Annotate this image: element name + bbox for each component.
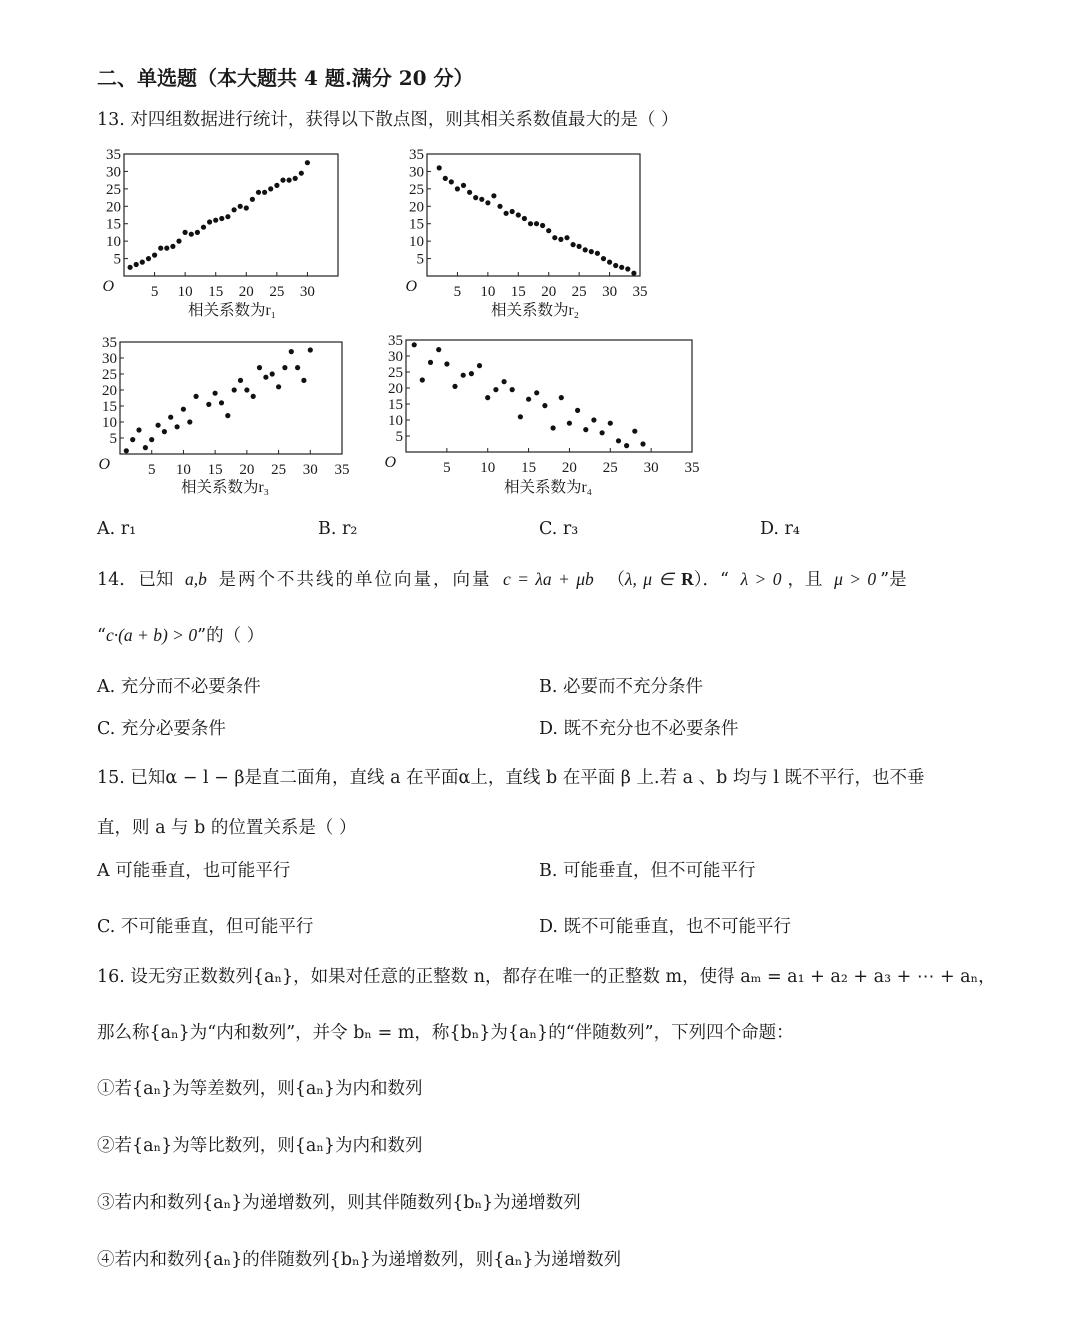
- origin-label: O: [98, 456, 110, 473]
- data-point: [149, 437, 154, 442]
- data-point: [601, 256, 606, 261]
- scatter-plot-r1: [102, 147, 338, 319]
- y-tick-label: 5: [109, 431, 117, 447]
- data-point: [225, 214, 230, 219]
- q14-lambda-mu: λ, μ ∈: [624, 569, 674, 589]
- data-point: [502, 379, 507, 384]
- data-point: [244, 205, 249, 210]
- y-tick-label: 15: [106, 216, 121, 233]
- data-point: [168, 415, 173, 420]
- q15-line2: 直，则 a 与 b 的位置关系是（ ）: [97, 818, 357, 838]
- data-point: [219, 216, 224, 221]
- data-point: [428, 360, 433, 365]
- data-point: [607, 260, 612, 265]
- q14-and: ，且: [787, 570, 823, 590]
- plot-caption: 相关系数为r₄: [503, 479, 593, 496]
- q16-line1: 16. 设无穷正数数列{aₙ}，如果对任意的正整数 n，都存在唯一的正整数 m，使得 aₘ = a₁ + a₂ + a₃ + ⋯ + aₙ，: [97, 967, 996, 987]
- data-point: [510, 209, 515, 214]
- data-point: [595, 251, 600, 256]
- q13-option-d: D. r₄: [760, 519, 800, 539]
- data-point: [189, 232, 194, 237]
- x-tick-label: 30: [302, 462, 318, 478]
- q16-statement-4: ④若内和数列{aₙ}的伴随数列{bₙ}为递增数列，则{aₙ}为递增数列: [97, 1250, 622, 1270]
- data-point: [262, 190, 267, 195]
- data-point: [225, 413, 230, 418]
- data-point: [455, 186, 460, 191]
- q14-quote-open: “: [97, 626, 106, 646]
- x-tick-label: 20: [561, 460, 577, 476]
- y-tick-label: 15: [388, 397, 403, 413]
- data-point: [176, 239, 181, 244]
- y-tick-label: 10: [106, 234, 121, 251]
- scatter-plot-r3: [98, 335, 349, 496]
- q14-condition-tail: ”的（ ）: [197, 626, 265, 646]
- data-point: [194, 394, 199, 399]
- data-point: [301, 378, 306, 383]
- section-title: 二、单选题（本大题共 4 题.满分 20 分）: [97, 66, 474, 90]
- data-point: [183, 230, 188, 235]
- y-tick-label: 20: [388, 381, 403, 397]
- y-tick-label: 10: [102, 415, 117, 431]
- data-point: [546, 228, 551, 233]
- data-point: [632, 429, 637, 434]
- data-point: [206, 402, 211, 407]
- q15-option-d: D. 既不可能垂直，也不可能平行: [539, 917, 792, 937]
- data-point: [232, 387, 237, 392]
- data-point: [282, 365, 287, 370]
- y-tick-label: 30: [102, 351, 117, 367]
- data-point: [616, 438, 621, 443]
- data-point: [134, 262, 139, 267]
- x-tick-label: 5: [453, 284, 462, 300]
- data-point: [526, 397, 531, 402]
- data-point: [624, 443, 629, 448]
- data-point: [130, 437, 135, 442]
- data-point: [469, 371, 474, 376]
- x-tick-label: 35: [632, 284, 648, 300]
- data-point: [195, 230, 200, 235]
- y-tick-label: 5: [416, 251, 424, 268]
- q14-text-unit-vectors: 是两个不共线的单位向量，向量: [218, 570, 492, 590]
- data-point: [479, 197, 484, 202]
- x-tick-label: 25: [269, 284, 285, 300]
- data-point: [124, 448, 129, 453]
- data-point: [238, 204, 243, 209]
- origin-label: O: [405, 278, 417, 295]
- y-tick-label: 35: [102, 335, 117, 351]
- data-point: [170, 244, 175, 249]
- x-tick-label: 20: [239, 462, 255, 478]
- data-point: [152, 253, 157, 258]
- x-tick-label: 25: [271, 462, 287, 478]
- y-tick-label: 30: [106, 164, 121, 181]
- data-point: [213, 391, 218, 396]
- data-point: [631, 271, 636, 276]
- data-point: [608, 421, 613, 426]
- data-point: [308, 347, 313, 352]
- data-point: [128, 265, 133, 270]
- x-tick-label: 10: [177, 284, 193, 300]
- data-point: [207, 219, 212, 224]
- q13-option-c: C. r₃: [539, 519, 579, 539]
- x-tick-label: 5: [150, 284, 159, 300]
- scatter-plot-r4: [384, 333, 699, 496]
- data-point: [219, 400, 224, 405]
- data-point: [571, 242, 576, 247]
- x-tick-label: 15: [510, 284, 526, 300]
- x-tick-label: 10: [480, 460, 496, 476]
- data-point: [510, 387, 515, 392]
- data-point: [238, 378, 243, 383]
- data-point: [250, 197, 255, 202]
- x-tick-label: 15: [208, 284, 224, 300]
- y-tick-label: 5: [395, 429, 403, 445]
- data-point: [516, 212, 521, 217]
- y-tick-label: 10: [409, 234, 424, 251]
- data-point: [518, 414, 523, 419]
- data-point: [181, 407, 186, 412]
- data-point: [613, 263, 618, 268]
- data-point: [268, 186, 273, 191]
- data-point: [437, 165, 442, 170]
- q13-option-a: A. r₁: [97, 519, 137, 539]
- data-point: [276, 384, 281, 389]
- q13-option-b: B. r₂: [318, 519, 358, 539]
- data-point: [625, 266, 630, 271]
- data-point: [551, 425, 556, 430]
- y-tick-label: 30: [388, 349, 403, 365]
- data-point: [564, 235, 569, 240]
- data-point: [591, 417, 596, 422]
- x-tick-label: 30: [602, 284, 618, 300]
- q14-mu-positive: μ > 0: [834, 569, 877, 589]
- data-point: [280, 178, 285, 183]
- y-tick-label: 15: [102, 399, 117, 415]
- data-point: [522, 216, 527, 221]
- x-tick-label: 5: [443, 460, 451, 476]
- data-point: [461, 373, 466, 378]
- x-tick-label: 30: [643, 460, 659, 476]
- q16-line2: 那么称{aₙ}为“内和数列”，并令 bₙ = m，称{bₙ}为{aₙ}的“伴随数列”，下列四个命题：: [97, 1023, 794, 1043]
- data-point: [540, 223, 545, 228]
- x-tick-label: 15: [207, 462, 223, 478]
- y-tick-label: 20: [102, 383, 117, 399]
- plot-caption: 相关系数为r₁: [187, 302, 277, 319]
- q15-option-b: B. 可能垂直，但不可能平行: [539, 861, 756, 881]
- data-point: [583, 247, 588, 252]
- data-point: [136, 427, 141, 432]
- data-point: [443, 176, 448, 181]
- data-point: [187, 419, 192, 424]
- y-tick-label: 35: [409, 147, 424, 163]
- q13-scatter-plots: [0, 0, 1080, 520]
- data-point: [449, 179, 454, 184]
- data-point: [158, 246, 163, 251]
- q14-option-a: A. 充分而不必要条件: [97, 677, 261, 697]
- data-point: [589, 249, 594, 254]
- data-point: [263, 375, 268, 380]
- q16-statement-2: ②若{aₙ}为等比数列，则{aₙ}为内和数列: [97, 1136, 423, 1156]
- data-point: [528, 221, 533, 226]
- x-tick-label: 10: [175, 462, 191, 478]
- data-point: [477, 363, 482, 368]
- x-tick-label: 25: [602, 460, 618, 476]
- data-point: [175, 424, 180, 429]
- y-tick-label: 10: [388, 413, 403, 429]
- data-point: [143, 445, 148, 450]
- x-tick-label: 25: [571, 284, 587, 300]
- plot-frame: [406, 340, 692, 452]
- data-point: [444, 361, 449, 366]
- data-point: [485, 200, 490, 205]
- q14-option-b: B. 必要而不充分条件: [539, 677, 703, 697]
- y-tick-label: 25: [102, 367, 117, 383]
- q14-dot-product: c·(a + b) > 0: [105, 625, 198, 645]
- data-point: [251, 394, 256, 399]
- q15-line1: 15. 已知α − l − β是直二面角，直线 a 在平面α上，直线 b 在平面 β 上.若 a 、b 均与 l 既不平行，也不垂: [97, 768, 925, 788]
- q16-statement-3: ③若内和数列{aₙ}为递增数列，则其伴随数列{bₙ}为递增数列: [97, 1193, 581, 1213]
- data-point: [491, 193, 496, 198]
- x-tick-label: 35: [334, 462, 350, 478]
- q14-line1: [97, 566, 907, 591]
- data-point: [558, 237, 563, 242]
- y-tick-label: 25: [409, 181, 424, 198]
- data-point: [213, 218, 218, 223]
- q14-paren-close: ）．“: [693, 570, 730, 590]
- x-tick-label: 30: [299, 284, 315, 300]
- data-point: [164, 246, 169, 251]
- q14-number: 14.: [97, 570, 125, 590]
- x-tick-label: 15: [521, 460, 537, 476]
- data-point: [552, 235, 557, 240]
- scatter-plot-r2: [405, 147, 647, 319]
- data-point: [305, 160, 310, 165]
- data-point: [270, 371, 275, 376]
- q14-option-c: C. 充分必要条件: [97, 719, 226, 739]
- data-point: [256, 190, 261, 195]
- q14-lambda-positive: λ > 0: [740, 569, 782, 589]
- y-tick-label: 20: [106, 199, 121, 216]
- data-point: [156, 423, 161, 428]
- x-tick-label: 10: [480, 284, 496, 300]
- data-point: [232, 207, 237, 212]
- data-point: [295, 365, 300, 370]
- q14-paren-open: （: [607, 570, 625, 590]
- q15-option-c: C. 不可能垂直，但可能平行: [97, 917, 314, 937]
- q14-real-set: R: [681, 569, 694, 589]
- data-point: [497, 204, 502, 209]
- data-point: [600, 430, 605, 435]
- q14-option-d: D. 既不充分也不必要条件: [539, 719, 739, 739]
- q14-vectors-ab: a,b: [185, 569, 207, 589]
- data-point: [542, 403, 547, 408]
- origin-label: O: [384, 454, 396, 471]
- data-point: [473, 195, 478, 200]
- y-tick-label: 20: [409, 199, 424, 216]
- x-tick-label: 20: [541, 284, 557, 300]
- plot-caption: 相关系数为r₂: [490, 302, 580, 319]
- data-point: [493, 387, 498, 392]
- data-point: [287, 178, 292, 183]
- q13-stem: 13. 对四组数据进行统计，获得以下散点图，则其相关系数值最大的是（ ）: [97, 110, 679, 130]
- data-point: [575, 408, 580, 413]
- data-point: [577, 244, 582, 249]
- plot-caption: 相关系数为r₃: [180, 479, 270, 496]
- data-point: [567, 421, 572, 426]
- data-point: [640, 441, 645, 446]
- y-tick-label: 25: [388, 365, 403, 381]
- data-point: [274, 183, 279, 188]
- x-tick-label: 5: [147, 462, 156, 478]
- q14-vector-c-def: c = λa + μb: [503, 569, 594, 589]
- data-point: [201, 225, 206, 230]
- y-tick-label: 35: [106, 147, 121, 163]
- data-point: [257, 365, 262, 370]
- x-tick-label: 20: [238, 284, 254, 300]
- plot-frame: [427, 154, 640, 276]
- data-point: [452, 384, 457, 389]
- q14-text-known: 已知: [138, 570, 174, 590]
- data-point: [534, 221, 539, 226]
- q14-is: ”是: [880, 570, 907, 590]
- data-point: [289, 349, 294, 354]
- data-point: [146, 256, 151, 261]
- data-point: [293, 176, 298, 181]
- y-tick-label: 30: [409, 164, 424, 181]
- data-point: [559, 395, 564, 400]
- y-tick-label: 15: [409, 216, 424, 233]
- data-point: [244, 387, 249, 392]
- data-point: [504, 211, 509, 216]
- data-point: [467, 190, 472, 195]
- q15-option-a: A 可能垂直，也可能平行: [97, 861, 291, 881]
- data-point: [534, 390, 539, 395]
- data-point: [140, 260, 145, 265]
- data-point: [412, 342, 417, 347]
- data-point: [485, 395, 490, 400]
- origin-label: O: [102, 278, 114, 295]
- data-point: [436, 347, 441, 352]
- data-point: [299, 171, 304, 176]
- q14-line2: [97, 622, 264, 647]
- data-point: [461, 183, 466, 188]
- y-tick-label: 5: [113, 251, 121, 268]
- y-tick-label: 25: [106, 181, 121, 198]
- data-point: [583, 427, 588, 432]
- data-point: [162, 429, 167, 434]
- x-tick-label: 35: [684, 460, 700, 476]
- q16-statement-1: ①若{aₙ}为等差数列，则{aₙ}为内和数列: [97, 1079, 423, 1099]
- y-tick-label: 35: [388, 333, 403, 349]
- data-point: [420, 377, 425, 382]
- plot-frame: [124, 154, 338, 276]
- data-point: [619, 265, 624, 270]
- plot-frame: [120, 342, 342, 454]
